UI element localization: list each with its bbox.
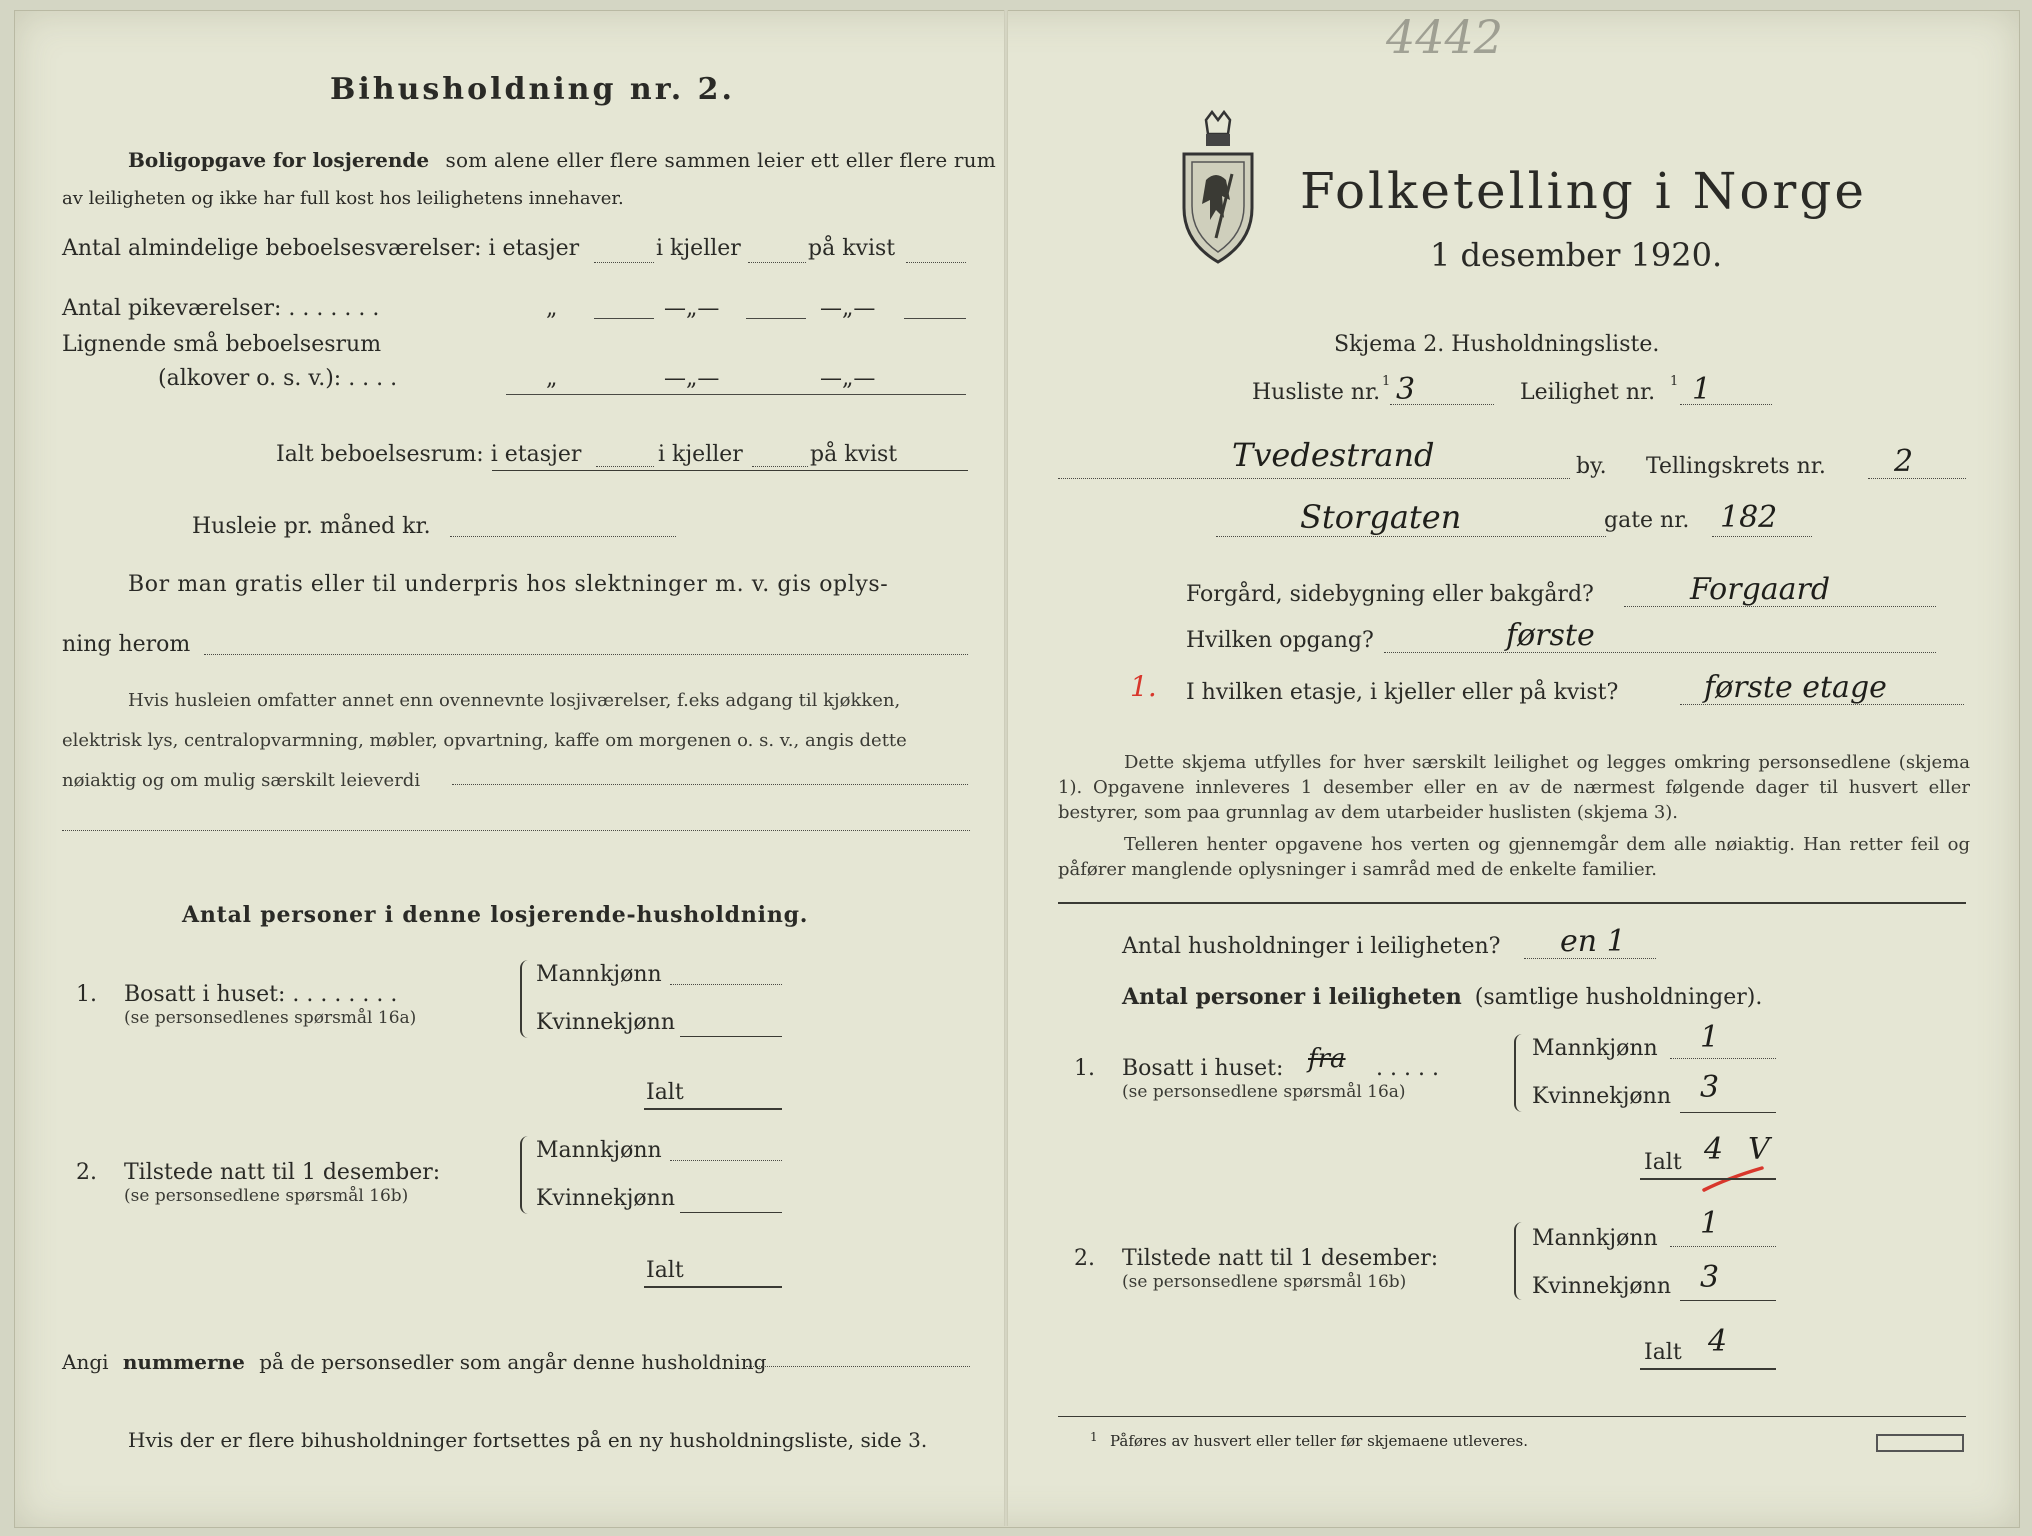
small-rooms-ditto-1: „ <box>546 366 558 391</box>
r-q2-number: 2. <box>1074 1246 1095 1271</box>
schema-label: Skjema 2. Husholdningsliste. <box>1334 332 1660 357</box>
r-q1-sublabel: (se personsedlene spørsmål 16a) <box>1122 1082 1406 1102</box>
floor-value[interactable]: første etage <box>1704 670 1887 705</box>
husliste-footnote-mark: 1 <box>1382 374 1391 389</box>
floor-red-mark: 1. <box>1130 670 1157 703</box>
entrance-value[interactable]: første <box>1506 618 1595 653</box>
r-q1-dots: . . . . . <box>1376 1056 1439 1081</box>
r-q1-male-label: Mannkjønn <box>1532 1036 1658 1061</box>
q1-brace <box>520 960 532 1038</box>
total-rooms-underline <box>492 470 968 471</box>
krets-value[interactable]: 2 <box>1894 444 1914 479</box>
left-footer: Hvis der er flere bihusholdninger fortsettes på en ny husholdningsliste, side 3. <box>128 1428 928 1452</box>
r-q2-total-field <box>1640 1368 1776 1370</box>
pike-ditto-2: —„— <box>664 296 720 321</box>
rooms-etasjer-field[interactable] <box>594 262 654 263</box>
r-q1-female-value[interactable]: 3 <box>1700 1070 1720 1105</box>
free-line-1: Bor man gratis eller til underpris hos slektninger m. v. gis oplys- <box>128 572 889 597</box>
total-rooms-label: Ialt beboelsesrum: i etasjer <box>276 442 582 467</box>
r-q2-brace <box>1514 1222 1526 1300</box>
r-q1-check-mark: V <box>1748 1132 1770 1167</box>
r-q2-label: Tilstede natt til 1 desember: <box>1122 1246 1439 1271</box>
rent-label: Husleie pr. måned kr. <box>192 514 431 539</box>
archive-number: 4442 <box>1386 10 1504 64</box>
footnote-text: Påføres av husvert eller teller før skjemaene utleveres. <box>1110 1432 1528 1450</box>
small-rooms-ditto-2: —„— <box>664 366 720 391</box>
q1-number: 1. <box>76 982 97 1007</box>
q1-male-field[interactable] <box>670 984 782 985</box>
r-q1-number: 1. <box>1074 1056 1095 1081</box>
town-value[interactable]: Tvedestrand <box>1232 436 1435 474</box>
q1-label: Bosatt i huset: . . . . . . . . <box>124 982 398 1007</box>
small-rooms-ditto-3: —„— <box>820 366 876 391</box>
rooms-kvist-label: på kvist <box>808 236 896 261</box>
instructions-divider <box>1058 902 1966 904</box>
r-q2-total-value[interactable]: 4 <box>1708 1324 1728 1359</box>
q1-total-field[interactable] <box>644 1108 782 1110</box>
r-q2-female-label: Kvinnekjønn <box>1532 1274 1671 1299</box>
includes-field-2[interactable] <box>62 830 970 831</box>
gate-label: gate nr. <box>1604 508 1690 533</box>
yard-field <box>1624 606 1936 607</box>
angi-field[interactable] <box>746 1366 970 1367</box>
includes-line-3: nøiaktig og om mulig særskilt leieverdi <box>62 770 421 791</box>
census-date: 1 desember 1920. <box>1430 236 1723 274</box>
r-q1-male-field <box>1670 1058 1776 1059</box>
rooms-kvist-field[interactable] <box>906 262 966 263</box>
r-q1-female-field <box>1680 1112 1776 1113</box>
includes-field[interactable] <box>452 784 968 785</box>
households-value[interactable]: en 1 <box>1560 924 1626 959</box>
pike-etasjer-field[interactable] <box>594 318 654 319</box>
q2-female-label: Kvinnekjønn <box>536 1186 675 1211</box>
small-rooms-label-2: (alkover o. s. v.): . . . . <box>158 366 398 391</box>
q2-number: 2. <box>76 1160 97 1185</box>
q2-total-label: Ialt <box>646 1258 684 1283</box>
leilighet-footnote-mark: 1 <box>1670 374 1679 389</box>
census-title: Folketelling i Norge <box>1300 162 1867 220</box>
households-field <box>1524 958 1656 959</box>
includes-line-1: Hvis husleien omfatter annet enn ovennevnte losjiværelser, f.eks adgang til kjøkken, <box>128 690 901 711</box>
yard-value[interactable]: Forgaard <box>1690 572 1831 607</box>
q1-female-field[interactable] <box>680 1036 782 1037</box>
r-q1-female-label: Kvinnekjønn <box>1532 1084 1671 1109</box>
rent-field[interactable] <box>450 536 676 537</box>
husliste-value[interactable]: 3 <box>1396 372 1416 407</box>
floor-label: I hvilken etasje, i kjeller eller på kvist? <box>1186 680 1619 705</box>
r-q1-struck-word: fra <box>1308 1044 1346 1074</box>
r-q1-total-field <box>1640 1178 1776 1180</box>
intro-line-1: Boligopgave for losjerende som alene eller flere sammen leier ett eller flere rum <box>128 148 996 172</box>
bihusholdning-title: Bihusholdning nr. 2. <box>330 72 735 107</box>
leilighet-value[interactable]: 1 <box>1692 372 1712 407</box>
rooms-kjeller-label: i kjeller <box>656 236 741 261</box>
krets-label: Tellingskrets nr. <box>1646 454 1826 479</box>
q2-female-field[interactable] <box>680 1212 782 1213</box>
small-rooms-label-1: Lignende små beboelsesrum <box>62 332 382 357</box>
total-kjeller-label: i kjeller <box>658 442 743 467</box>
r-q2-female-value[interactable]: 3 <box>1700 1260 1720 1295</box>
includes-line-2: elektrisk lys, centralopvarmning, møbler, opvartning, kaffe om morgenen o. s. v., angis dette <box>62 730 907 751</box>
footnote-number: 1 <box>1090 1430 1098 1444</box>
persons-heading: Antal personer i denne losjerende-husholdning. <box>182 902 809 928</box>
q1-sublabel: (se personsedlenes spørsmål 16a) <box>124 1008 417 1028</box>
q1-male-label: Mannkjønn <box>536 962 662 987</box>
instructions-2: Telleren henter opgavene hos verten og gjennemgår dem alle nøiaktig. Han retter feil og påfører manglende oplysninger i samråd med de enkelte familier. <box>1058 834 1970 880</box>
total-kjeller-field[interactable] <box>752 466 808 467</box>
r-q1-label: Bosatt i huset: <box>1122 1056 1284 1081</box>
floor-field <box>1680 704 1964 705</box>
households-label: Antal husholdninger i leiligheten? <box>1122 934 1501 959</box>
r-q2-total-label: Ialt <box>1644 1340 1682 1365</box>
intro-line-2: av leiligheten og ikke har full kost hos leilighetens innehaver. <box>62 188 624 209</box>
r-q1-total-value[interactable]: 4 <box>1704 1132 1724 1167</box>
yard-label: Forgård, sidebygning eller bakgård? <box>1186 582 1594 607</box>
total-etasjer-field[interactable] <box>596 466 654 467</box>
free-line-2: ning herom <box>62 632 191 657</box>
gate-field <box>1712 536 1812 537</box>
gate-value[interactable]: 182 <box>1720 500 1778 535</box>
krets-field <box>1868 478 1966 479</box>
coat-of-arms-icon <box>1176 110 1260 266</box>
page-fold <box>1004 10 1008 1526</box>
street-field <box>1216 536 1606 537</box>
instructions-1: Dette skjema utfylles for hver særskilt leilighet og legges omkring personsedlene (skjema 1). Opgavene innleveres 1 desember eller en av de nærmest følgende dager til husvert eller bestyrer, som paa grunnlag av dem utarbeider huslisten (skjema 3). <box>1058 752 1970 823</box>
printer-stamp <box>1876 1434 1964 1452</box>
pike-kvist-field[interactable] <box>904 318 966 319</box>
q1-female-label: Kvinnekjønn <box>536 1010 675 1035</box>
leilighet-field <box>1680 404 1772 405</box>
r-q2-male-label: Mannkjønn <box>1532 1226 1658 1251</box>
r-q1-total-label: Ialt <box>1644 1150 1682 1175</box>
leilighet-label: Leilighet nr. <box>1520 380 1656 405</box>
angi-line: Angi nummerne på de personsedler som angår denne husholdning <box>62 1350 767 1374</box>
q2-sublabel: (se personsedlene spørsmål 16b) <box>124 1186 409 1206</box>
r-q2-male-field <box>1670 1246 1776 1247</box>
r-q2-sublabel: (se personsedlene spørsmål 16b) <box>1122 1272 1407 1292</box>
entrance-label: Hvilken opgang? <box>1186 628 1374 653</box>
footnote-divider <box>1058 1416 1966 1417</box>
by-label: by. <box>1576 454 1607 479</box>
rooms-kjeller-field[interactable] <box>748 262 806 263</box>
total-kvist-label: på kvist <box>810 442 898 467</box>
pike-ditto-1: „ <box>546 296 558 321</box>
husliste-field <box>1390 404 1494 405</box>
street-value[interactable]: Storgaten <box>1300 498 1462 536</box>
pike-kjeller-field[interactable] <box>746 318 806 319</box>
pike-label: Antal pikeværelser: . . . . . . . <box>62 296 380 321</box>
husliste-label: Husliste nr. <box>1252 380 1381 405</box>
entrance-field <box>1384 652 1936 653</box>
q2-male-label: Mannkjønn <box>536 1138 662 1163</box>
r-q2-female-field <box>1680 1300 1776 1301</box>
r-q1-male-value[interactable]: 1 <box>1700 1020 1720 1055</box>
r-q1-brace <box>1514 1034 1526 1112</box>
r-q2-male-value[interactable]: 1 <box>1700 1206 1720 1241</box>
town-field <box>1058 478 1570 479</box>
free-field[interactable] <box>204 654 968 655</box>
q2-label: Tilstede natt til 1 desember: <box>124 1160 441 1185</box>
q2-total-field[interactable] <box>644 1286 782 1288</box>
rooms-label: Antal almindelige beboelsesværelser: i etasjer <box>62 236 580 261</box>
q2-brace <box>520 1136 532 1214</box>
q1-total-label: Ialt <box>646 1080 684 1105</box>
persons-heading-right: Antal personer i leiligheten (samtlige husholdninger). <box>1122 984 1763 1010</box>
pike-ditto-3: —„— <box>820 296 876 321</box>
q2-male-field[interactable] <box>670 1160 782 1161</box>
small-rooms-rule <box>506 394 966 395</box>
